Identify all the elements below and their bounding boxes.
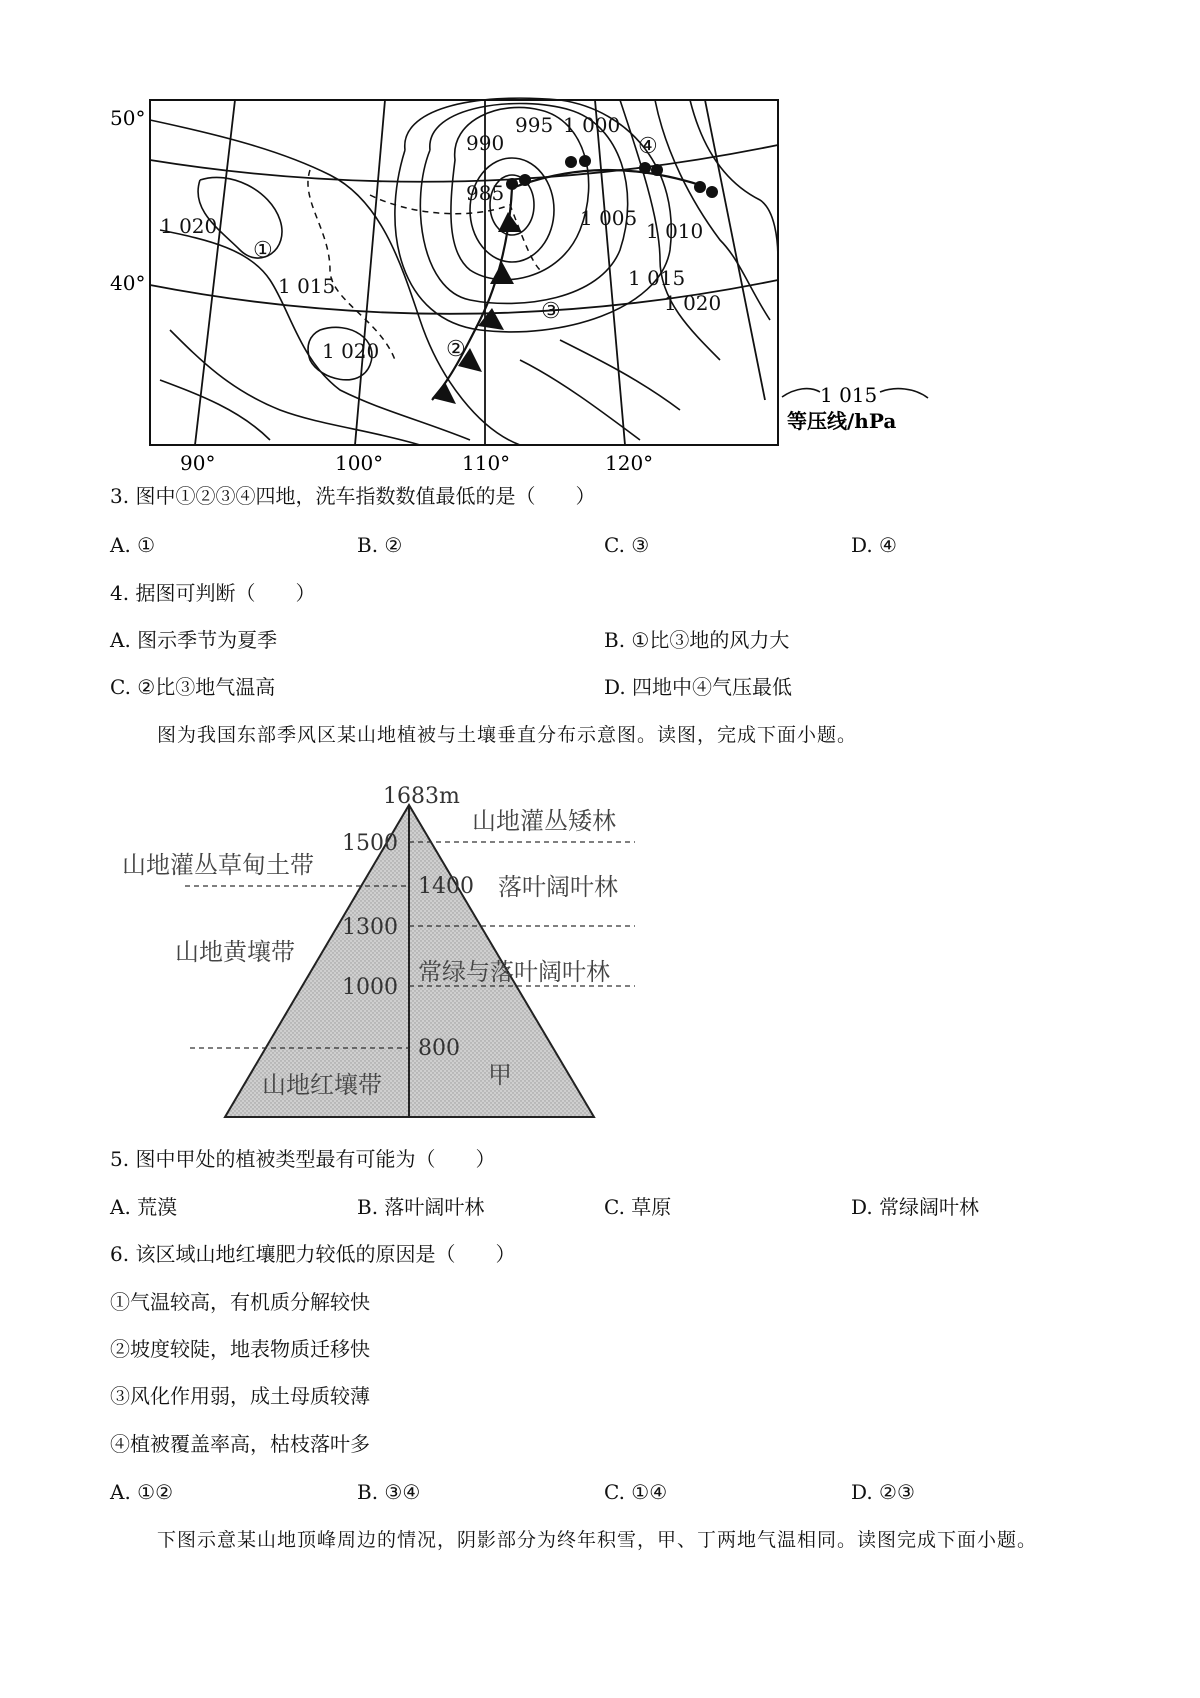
elev-1300: 1300 xyxy=(342,915,398,940)
trough-line xyxy=(308,170,395,360)
lon-label-90: 90° xyxy=(180,451,216,475)
q6-option-c[interactable]: C. ①④ xyxy=(604,1480,668,1504)
place-2: ② xyxy=(446,337,466,362)
q4-option-a[interactable]: A. 图示季节为夏季 xyxy=(110,628,278,652)
peak-label: 1683m xyxy=(383,784,460,809)
soil-red: 山地红壤带 xyxy=(262,1071,382,1099)
isobar-label-1015-e: 1 015 xyxy=(628,266,686,290)
intro-mountain: 图为我国东部季风区某山地植被与土壤垂直分布示意图。读图，完成下面小题。 xyxy=(157,724,858,746)
q5-option-a[interactable]: A. 荒漠 xyxy=(110,1195,178,1219)
q6-item-3: ③风化作用弱，成土母质较薄 xyxy=(110,1384,370,1408)
veg-jia: 甲 xyxy=(488,1061,512,1089)
soil-meadow: 山地灌丛草甸土带 xyxy=(122,851,314,879)
q4-option-d[interactable]: D. 四地中④气压最低 xyxy=(604,675,793,699)
q5-option-b[interactable]: B. 落叶阔叶林 xyxy=(357,1195,485,1219)
q5-option-c[interactable]: C. 草原 xyxy=(604,1195,672,1219)
legend-isobar-left xyxy=(782,389,820,397)
meridian-100 xyxy=(355,100,385,445)
elev-1000: 1000 xyxy=(342,975,398,1000)
place-1: ① xyxy=(253,238,273,263)
meridian-120 xyxy=(595,100,625,445)
elev-800: 800 xyxy=(418,1036,460,1061)
legend-value: 1 015 xyxy=(820,383,878,407)
lon-label-100: 100° xyxy=(335,451,384,475)
lon-label-120: 120° xyxy=(605,451,654,475)
lon-label-110: 110° xyxy=(462,451,511,475)
elev-1400: 1400 xyxy=(418,874,474,899)
q3-option-c[interactable]: C. ③ xyxy=(604,533,650,557)
isobar-label-1015-w: 1 015 xyxy=(278,274,336,298)
q3-option-b[interactable]: B. ② xyxy=(357,533,403,557)
q5-option-d[interactable]: D. 常绿阔叶林 xyxy=(851,1195,980,1219)
q4-option-c[interactable]: C. ②比③地气温高 xyxy=(110,675,276,699)
legend-isobar-right xyxy=(880,389,928,398)
q6-item-2: ②坡度较陡，地表物质迁移快 xyxy=(110,1337,370,1361)
q3-option-d[interactable]: D. ④ xyxy=(851,533,897,557)
meridian-90 xyxy=(195,100,235,445)
isobar-label-985: 985 xyxy=(466,181,505,205)
intro-snow-peak: 下图示意某山地顶峰周边的情况，阴影部分为终年积雪，甲、丁两地气温相同。读图完成下面小题。 xyxy=(157,1529,1038,1551)
veg-deciduous: 落叶阔叶林 xyxy=(498,873,618,901)
place-3: ③ xyxy=(541,299,561,324)
q4-stem: 4. 据图可判断（ ） xyxy=(110,581,316,605)
isobar-label-1020-e: 1 020 xyxy=(664,291,722,315)
mountain-diagram xyxy=(110,775,670,1125)
isobar-label-1005: 1 005 xyxy=(580,206,638,230)
veg-mixed: 常绿与落叶阔叶林 xyxy=(418,958,610,986)
q4-option-b[interactable]: B. ①比③地的风力大 xyxy=(604,628,790,652)
legend-caption: 等压线/hPa xyxy=(787,409,897,433)
q6-stem: 6. 该区域山地红壤肥力较低的原因是（ ） xyxy=(110,1242,516,1266)
elev-1500: 1500 xyxy=(342,831,398,856)
soil-yellow: 山地黄壤带 xyxy=(175,938,295,966)
q6-option-a[interactable]: A. ①② xyxy=(110,1480,174,1504)
isobar-label-1020-s: 1 020 xyxy=(322,339,380,363)
isobar-label-1010: 1 010 xyxy=(646,219,704,243)
place-4: ④ xyxy=(638,134,658,159)
q6-option-b[interactable]: B. ③④ xyxy=(357,1480,421,1504)
q6-item-1: ①气温较高，有机质分解较快 xyxy=(110,1290,370,1314)
q3-option-a[interactable]: A. ① xyxy=(110,533,156,557)
q6-option-d[interactable]: D. ②③ xyxy=(851,1480,915,1504)
warm-front xyxy=(512,170,700,188)
latitude-line-50 xyxy=(150,145,778,182)
q3-stem: 3. 图中①②③④四地，洗车指数数值最低的是（ ） xyxy=(110,484,596,508)
weather-map xyxy=(90,80,950,475)
isobar-label-1000: 1 000 xyxy=(563,113,621,137)
isobar-label-1020-w: 1 020 xyxy=(160,214,218,238)
lat-label-40: 40° xyxy=(110,271,146,295)
isobar-label-995: 995 xyxy=(515,113,554,137)
lat-label-50: 50° xyxy=(110,106,146,130)
q5-stem: 5. 图中甲处的植被类型最有可能为（ ） xyxy=(110,1147,496,1171)
isobar-label-990: 990 xyxy=(466,131,505,155)
q6-item-4: ④植被覆盖率高，枯枝落叶多 xyxy=(110,1432,370,1456)
veg-shrub-forest: 山地灌丛矮林 xyxy=(472,807,616,835)
